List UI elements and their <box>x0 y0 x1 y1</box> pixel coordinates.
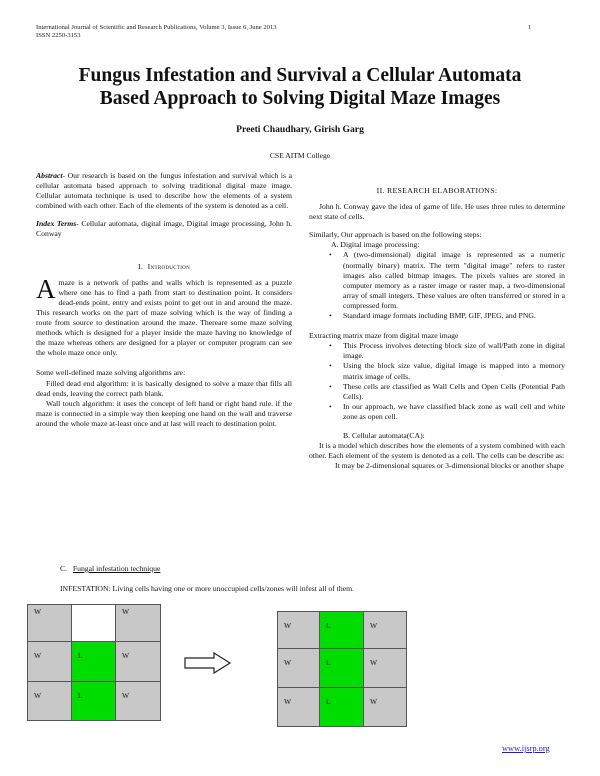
intro-text: maze is a network of paths and walls which is represented as a puzzle where one has to find a path from start to destination point. It considers dead-ends point, entry and exists point to get out in and around the maze. This research works on the part of maze solving which is the way of finding a route from source to destination around the maze. Thereare some maze solving methods which is designed for a player inside the maze having no knowledge of the maze whereas others are designed for a player or computer program can see the whole maze once only. <box>36 277 292 358</box>
wall-cell: W <box>277 687 320 727</box>
wall-cell: W <box>115 641 161 682</box>
section-1-title: Introduction <box>147 261 190 271</box>
after-grid <box>277 611 407 727</box>
conway-paragraph: John h. Conway gave the idea of game of life. He uses three rules to determine next state of cells. <box>309 202 565 222</box>
live-cell: L <box>319 611 364 649</box>
bullets-a <box>309 250 565 321</box>
wall-cell: W <box>277 648 320 688</box>
section-1-number: I. <box>138 261 144 271</box>
footer-link[interactable]: www.ijsrp.org <box>502 744 550 753</box>
index-terms-text: - Cellular automata, digital image, Digital image processing, John h. Conway <box>36 219 292 239</box>
wall-cell: W <box>363 611 407 649</box>
subsection-a: A. Digital image processing: <box>331 240 420 250</box>
live-cell: L <box>71 641 116 682</box>
bullets-b <box>309 341 565 422</box>
approach-intro: Similarly, Our approach is based on the following steps: <box>309 230 482 240</box>
bullet-item: • Standard image formats including BMP, GIF, JPEG, and PNG. <box>329 311 536 321</box>
affiliation: CSE AITM College <box>269 151 331 160</box>
intro-dropcap: A <box>36 273 56 304</box>
index-terms-label: Index Terms <box>36 219 77 229</box>
subsection-c-title: Fungal infestation technique <box>72 564 161 573</box>
paper-title <box>30 64 570 110</box>
bullet-item: • A (two-dimensional) digital image is represented as a numeric (normally binary) matrix. The term "digital image" refers to raster images also called bitmap images. The pixels values are stored in computer memory as a raster image or raster map, a two-dimensional array of small integers. These values are often transferred or stored in a compressed form. <box>329 250 565 310</box>
bullet-item: • These cells are classified as Wall Cells and Open Cells (Potential Path Cells). <box>329 381 565 401</box>
transition-arrow-icon <box>184 652 232 674</box>
bullet-item: • In our approach, we have classified black zone as wall cell and white zone as open cell. <box>329 401 565 421</box>
intro-paragraph <box>36 273 292 359</box>
subsection-c <box>60 564 160 574</box>
right-column <box>309 186 565 471</box>
bullet-icon: • <box>329 311 332 321</box>
page-number: 1 <box>528 24 532 31</box>
wall-cell: W <box>277 611 320 649</box>
title-line-1: Fungus Infestation and Survival a Cellular Automata <box>78 65 522 86</box>
live-cell: L <box>71 681 116 721</box>
algorithm-2: Wall touch algorithm: it uses the concept of left hand or right hand rule. if the maze is connected in a simple way then keeping one hand on the wall and traverse around the whole maze at-least once and at last will reach to destination point. <box>36 398 292 428</box>
wall-cell: W <box>363 648 407 688</box>
wall-cell: W <box>27 681 72 721</box>
bullet-item: • Using the block size value, digital image is mapped into a memory matrix image of cells. <box>329 361 565 381</box>
wall-cell: W <box>27 641 72 682</box>
ca-paragraph: It is a model which describes how the elements of a system combined with each other. Each element of the system is denoted as a cell. The cells can be describe as: <box>309 441 565 461</box>
section-1-heading <box>36 262 292 272</box>
journal-header: International Journal of Scientific and Research Publications, Volume 3, Issue 6, June 2013 <box>36 24 277 31</box>
left-column <box>36 171 292 429</box>
algorithm-1: Filled dead end algorithm: it is basically designed to solve a maze that fills all dead ends, leaving the correct path blank. <box>36 378 292 398</box>
wall-cell: W <box>27 604 72 642</box>
infestation-rule: INFESTATION: Living cells having one or more unoccupied cells/zones will infest all of them. <box>60 584 355 593</box>
title-line-2: Based Approach to Solving Digital Maze Images <box>99 88 501 109</box>
subsection-c-label: C. <box>60 564 68 573</box>
bullet-icon: • <box>329 250 332 260</box>
live-cell: L <box>319 648 364 688</box>
bullet-icon: • <box>329 381 332 391</box>
bullet-icon: • <box>329 341 332 351</box>
abstract-text: - Our research is based on the fungus infestation and survival which is a cellular automata based approach to solving traditional digital maze image. Cellular automata technique is used to describe how the elements of a system combined with each other. Each of the elements of the system is denoted as a cell. <box>36 171 292 211</box>
live-cell: L <box>319 687 364 727</box>
extract-heading: Extracting matrix maze from digital maze image <box>309 331 459 341</box>
bullet-icon: • <box>329 361 332 371</box>
bullet-item: • This Process involves detecting block size of wall/Path zone in digital image. <box>329 341 565 361</box>
authors: Preeti Chaudhary, Girish Garg <box>236 124 364 135</box>
section-2-heading: II. RESEARCH ELABORATIONS: <box>376 186 498 195</box>
bullet-icon: • <box>329 401 332 411</box>
open-cell <box>71 604 116 642</box>
subsection-b: B. Cellular automata(CA): <box>343 430 425 440</box>
index-terms <box>36 219 292 239</box>
issn-line: ISSN 2250-3153 <box>36 32 81 39</box>
before-grid <box>27 604 161 721</box>
ca-shape: It may be 2-dimensional squares or 3-dimensional blocks or another shape <box>335 461 564 471</box>
wall-cell: W <box>363 687 407 727</box>
wall-cell: W <box>115 681 161 721</box>
abstract <box>36 171 292 211</box>
abstract-label: Abstract <box>36 171 63 180</box>
wall-cell: W <box>115 604 161 642</box>
algorithms-intro: Some well-defined maze solving algorithms are: <box>36 368 186 378</box>
